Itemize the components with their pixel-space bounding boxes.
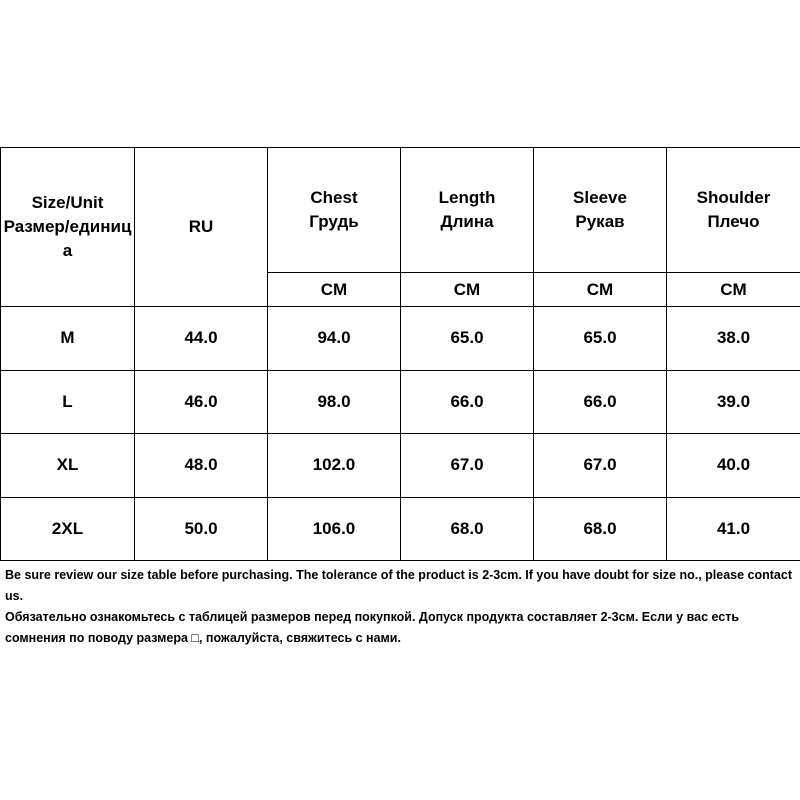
table-row: [1, 434, 800, 497]
size-table: [0, 147, 800, 561]
chest-unit: CM: [268, 272, 401, 306]
shoulder-header: [667, 148, 800, 273]
size-cell: XL: [1, 434, 135, 497]
ru-cell: 44.0: [135, 307, 268, 370]
chest-label-en: Chest: [310, 187, 358, 207]
sleeve-unit: CM: [534, 272, 667, 306]
length-header: [401, 148, 534, 273]
chest-cell: 106.0: [268, 497, 401, 561]
size-unit-label-ru: Размер/единица: [3, 217, 132, 261]
ru-cell: 50.0: [135, 497, 268, 561]
sleeve-cell: 68.0: [534, 497, 667, 561]
table-row: [1, 497, 800, 561]
length-label-en: Length: [438, 187, 496, 207]
length-cell: 68.0: [401, 497, 534, 561]
size-notes: [5, 565, 797, 649]
chest-label-ru: Грудь: [309, 211, 359, 231]
size-unit-label-en: Size/Unit: [31, 193, 104, 213]
ru-cell: 46.0: [135, 370, 268, 433]
length-label-ru: Длина: [440, 211, 494, 231]
note-russian: Обязательно ознакомьтесь с таблицей размеров перед покупкой. Допуск продукта составляет 2-3см. Если у вас есть сомнения по поводу размера □, пожалуйста, свяжитесь с нами.: [5, 610, 740, 645]
sleeve-header: [534, 148, 667, 273]
length-cell: 65.0: [401, 307, 534, 370]
chest-cell: 102.0: [268, 434, 401, 497]
sleeve-label-ru: Рукав: [575, 211, 625, 231]
shoulder-label-ru: Плечо: [707, 211, 760, 231]
size-cell: L: [1, 370, 135, 433]
length-cell: 66.0: [401, 370, 534, 433]
ru-header: RU: [135, 148, 268, 307]
chest-cell: 98.0: [268, 370, 401, 433]
ru-cell: 48.0: [135, 434, 268, 497]
sleeve-cell: 67.0: [534, 434, 667, 497]
shoulder-cell: 40.0: [667, 434, 800, 497]
size-unit-header: [1, 148, 135, 307]
sleeve-cell: 66.0: [534, 370, 667, 433]
table-row: [1, 307, 800, 370]
table-header-row: [1, 148, 800, 273]
shoulder-cell: 39.0: [667, 370, 800, 433]
table-row: [1, 370, 800, 433]
shoulder-cell: 41.0: [667, 497, 800, 561]
length-unit: CM: [401, 272, 534, 306]
shoulder-unit: CM: [667, 272, 800, 306]
chest-header: [268, 148, 401, 273]
size-cell: 2XL: [1, 497, 135, 561]
shoulder-cell: 38.0: [667, 307, 800, 370]
note-english: Be sure review our size table before purchasing. The tolerance of the product is 2-3cm. If you have doubt for size no., please contact us.: [5, 568, 792, 603]
sleeve-cell: 65.0: [534, 307, 667, 370]
size-cell: M: [1, 307, 135, 370]
sleeve-label-en: Sleeve: [573, 187, 627, 207]
shoulder-label-en: Shoulder: [696, 187, 771, 207]
chest-cell: 94.0: [268, 307, 401, 370]
length-cell: 67.0: [401, 434, 534, 497]
